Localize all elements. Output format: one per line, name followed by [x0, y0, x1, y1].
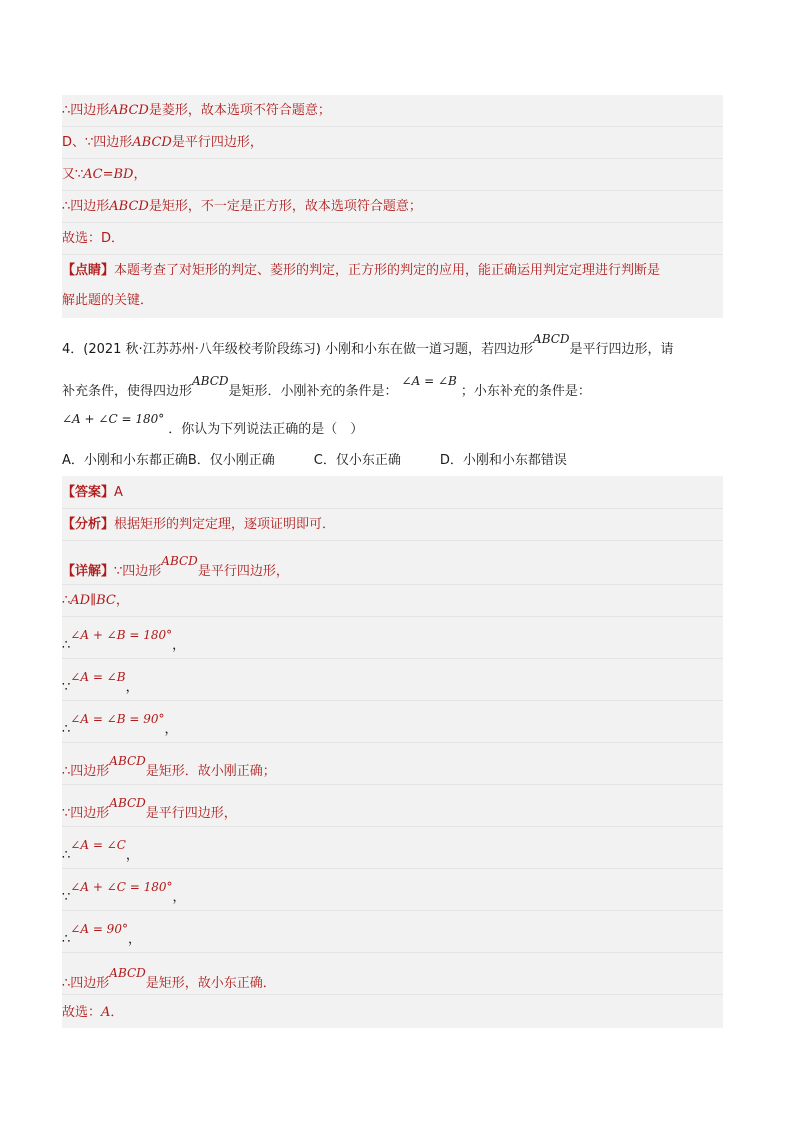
divider	[62, 952, 723, 953]
divider	[62, 994, 723, 995]
text: ∵四边形	[114, 564, 162, 579]
divider	[62, 868, 723, 869]
text: ，	[125, 848, 139, 863]
q4-line-2	[62, 374, 591, 401]
text: 是平行四边形，	[145, 806, 237, 821]
text: 是矩形，故小东正确．	[145, 976, 276, 991]
text: A	[101, 1005, 111, 1020]
math: ∠A = 90°	[70, 922, 128, 936]
divider	[62, 508, 723, 509]
divider	[62, 784, 723, 785]
detail-line-1	[62, 554, 289, 581]
detail-line-9	[62, 880, 186, 907]
text: ∴四边形	[62, 976, 110, 991]
text: 是矩形．小刚补充的条件是：	[228, 384, 398, 399]
detail-line-12	[62, 1004, 123, 1022]
prev-line-4	[62, 198, 422, 216]
detail-line-6	[62, 754, 276, 781]
detail-line-4	[62, 670, 139, 697]
divider	[62, 826, 723, 827]
text: ∴四边形	[62, 103, 110, 118]
dianjing-tag: 【点睛】	[62, 263, 115, 278]
math: ∠A + ∠B = 180°	[70, 628, 173, 642]
divider	[62, 616, 723, 617]
text: 补充条件，使得四边形	[62, 384, 193, 399]
detail-line-2	[62, 592, 129, 610]
dianjing-line-2	[62, 292, 153, 310]
prev-line-1	[62, 102, 331, 120]
text: 根据矩形的判定定理，逐项证明即可．	[114, 517, 336, 532]
math: ∠A = ∠B = 90°	[70, 712, 165, 726]
math: ABCD	[533, 332, 570, 346]
text: 是矩形．故小刚正确；	[145, 764, 276, 779]
answer-line	[62, 484, 123, 502]
divider	[62, 540, 723, 541]
text: ABCD	[109, 103, 149, 118]
math: ABCD	[109, 796, 146, 810]
text: ABCD	[109, 199, 149, 214]
text: 故选：D．	[62, 231, 125, 246]
text: ．	[110, 1005, 124, 1020]
text: ；小东补充的条件是：	[460, 384, 591, 399]
math: ∠A = ∠B	[70, 670, 126, 684]
text: 4．(2021 秋·江苏苏州·八年级校考阶段练习) 小刚和小东在做一道习题，若四边形	[62, 342, 534, 357]
math: ABCD	[192, 374, 229, 388]
prev-line-2	[62, 134, 263, 152]
divider	[62, 222, 723, 223]
text: ∴	[62, 932, 71, 947]
text: ∴	[62, 638, 71, 653]
answer-tag: 【答案】	[62, 485, 115, 500]
divider	[62, 190, 723, 191]
math: ∠A + ∠C = 180°	[70, 880, 173, 894]
text: 是矩形，不一定是正方形，故本选项符合题意；	[148, 199, 422, 214]
text: A．小刚和小东都正确B．仅小刚正确 C．仅小东正确 D．小刚和小东都错误	[62, 453, 567, 468]
text: ∴	[62, 593, 71, 608]
q4-line-1	[62, 332, 674, 359]
detail-line-10	[62, 922, 141, 949]
text: ，	[172, 638, 186, 653]
text: 故选：	[62, 1005, 102, 1020]
text: ABCD	[132, 135, 172, 150]
math: ABCD	[109, 966, 146, 980]
divider	[62, 584, 723, 585]
text: ∵	[62, 680, 71, 695]
detail-line-8	[62, 838, 139, 865]
text: 是平行四边形，	[171, 135, 263, 150]
dianjing-line-1	[62, 262, 660, 280]
prev-line-5	[62, 230, 124, 248]
text: 解此题的关键．	[62, 293, 154, 308]
text: 是菱形，故本选项不符合题意；	[148, 103, 331, 118]
text: ，	[164, 722, 178, 737]
text: ，	[127, 932, 141, 947]
text: ∴	[62, 722, 71, 737]
divider	[62, 700, 723, 701]
detail-tag: 【详解】	[62, 564, 115, 579]
divider	[62, 158, 723, 159]
text: 是平行四边形，请	[569, 342, 674, 357]
q4-line-3	[62, 412, 364, 439]
text: ，	[115, 593, 129, 608]
text: ，	[172, 890, 186, 905]
text: AC=BD	[83, 167, 134, 182]
math: ABCD	[161, 554, 198, 568]
math: ABCD	[109, 754, 146, 768]
detail-line-3	[62, 628, 186, 655]
math: ∠A + ∠C = 180°	[62, 412, 165, 426]
analysis-tag: 【分析】	[62, 517, 115, 532]
detail-line-7	[62, 796, 237, 823]
divider	[62, 126, 723, 127]
text: ∵四边形	[62, 806, 110, 821]
text: ∴四边形	[62, 764, 110, 779]
text: 是平行四边形，	[197, 564, 289, 579]
divider	[62, 742, 723, 743]
q4-options	[62, 452, 567, 470]
text: ∴	[62, 848, 71, 863]
text: 又∵	[62, 167, 84, 182]
text: ，	[125, 680, 139, 695]
math: ∠A = ∠C	[70, 838, 126, 852]
prev-line-3	[62, 166, 147, 184]
divider	[62, 910, 723, 911]
answer-value: A	[114, 485, 123, 500]
text: ∴四边形	[62, 199, 110, 214]
text: 本题考查了对矩形的判定、菱形的判定，正方形的判定的应用，能正确运用判定定理进行判断是	[114, 263, 661, 278]
text: ∵	[62, 890, 71, 905]
analysis-line	[62, 516, 335, 534]
text: ．你认为下列说法正确的是（ ）	[168, 422, 364, 437]
text: ，	[133, 167, 147, 182]
divider	[62, 254, 723, 255]
divider	[62, 658, 723, 659]
detail-line-5	[62, 712, 178, 739]
text: AD∥BC	[70, 593, 116, 608]
text: D、∵四边形	[62, 135, 133, 150]
math: ∠A = ∠B	[401, 374, 457, 388]
detail-line-11	[62, 966, 276, 993]
